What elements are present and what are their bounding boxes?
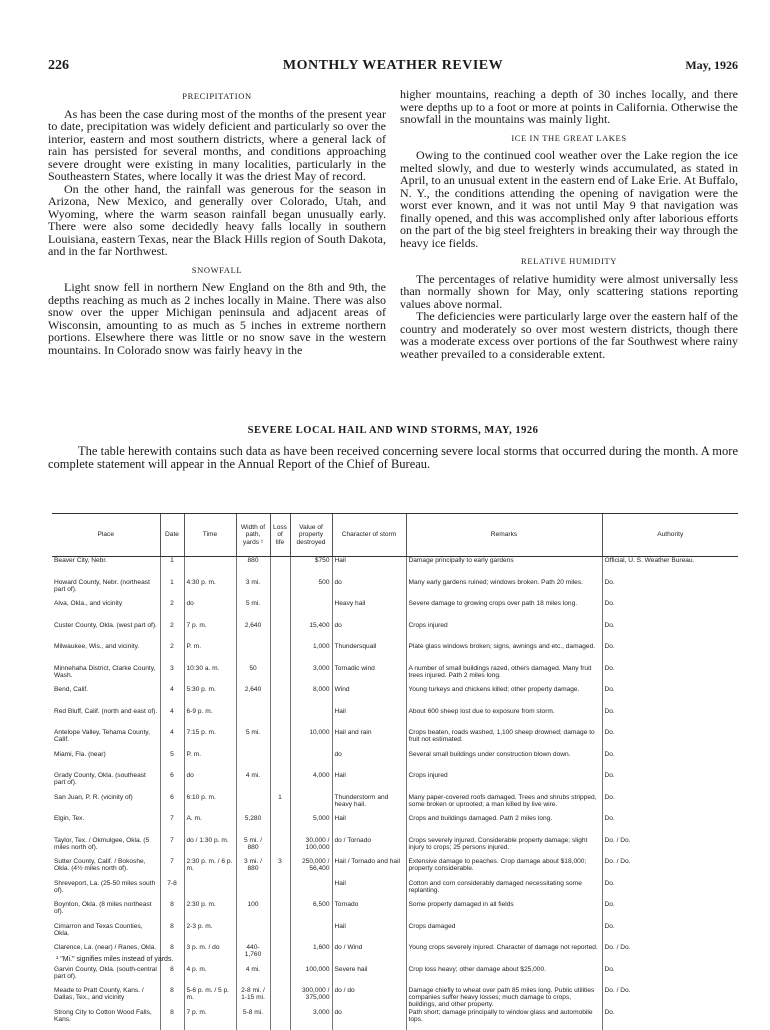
cell-authority: Official, U. S. Weather Bureau. [602, 557, 738, 579]
cell-remarks: Plate glass windows broken; signs, awnings and etc., damaged. [406, 643, 602, 665]
cell-width [236, 880, 270, 902]
cell-place: Grady County, Okla. (southeast part of). [52, 772, 160, 794]
cell-time: 5:30 p. m. [184, 686, 236, 708]
cell-date: 3 [160, 665, 184, 687]
cell-value [290, 600, 332, 622]
cell-authority: Do. [602, 708, 738, 730]
cell-width: 2,640 [236, 686, 270, 708]
cell-character: Tornadic wind [332, 665, 406, 687]
cell-width: 3 mi. [236, 579, 270, 601]
table-row [52, 1009, 738, 1030]
cell-loss [270, 557, 290, 579]
cell-place: Clarence, La. (near) / Ranes, Okla. [52, 944, 160, 966]
cell-loss [270, 837, 290, 859]
cell-time [184, 880, 236, 902]
cell-authority: Do. / Do. [602, 944, 738, 966]
cell-time: 5-6 p. m. / 5 p. m. [184, 987, 236, 1009]
cell-loss [270, 966, 290, 988]
cell-date: 7-8 [160, 880, 184, 902]
cell-authority: Do. [602, 600, 738, 622]
table-row [52, 557, 738, 579]
cell-value: 3,000 [290, 1009, 332, 1030]
cell-place: Howard County, Nebr. (northeast part of). [52, 579, 160, 601]
cell-remarks: Path short; damage principally to window glass and automobile tops. [406, 1009, 602, 1030]
cell-loss: 1 [270, 794, 290, 816]
cell-place: Sutter County, Calif. / Bokoshe, Okla. (4½ miles north of). [52, 858, 160, 880]
page-number: 226 [48, 58, 69, 74]
cell-place: Shreveport, La. (25-50 miles south of). [52, 880, 160, 902]
table-row [52, 579, 738, 601]
cell-time: 3 p. m. / do [184, 944, 236, 966]
table-row [52, 686, 738, 708]
cell-value: 100,000 [290, 966, 332, 988]
cell-date: 7 [160, 815, 184, 837]
table-row [52, 966, 738, 988]
cell-loss [270, 708, 290, 730]
section-title: SEVERE LOCAL HAIL AND WIND STORMS, MAY, 1926 [48, 425, 738, 436]
cell-width [236, 708, 270, 730]
cell-loss [270, 923, 290, 945]
cell-authority: Do. [602, 665, 738, 687]
cell-character: Thundersquall [332, 643, 406, 665]
cell-authority: Do. / Do. [602, 987, 738, 1009]
cell-remarks: Crops injured [406, 622, 602, 644]
cell-character: Hail [332, 772, 406, 794]
table-row [52, 600, 738, 622]
storms-table [52, 513, 738, 1030]
cell-authority: Do. [602, 751, 738, 773]
cell-place: Garvin County, Okla. (south-central part of). [52, 966, 160, 988]
heading-snowfall: SNOWFALL [48, 264, 386, 277]
cell-place: Custer County, Okla. (west part of). [52, 622, 160, 644]
cell-time: P. m. [184, 643, 236, 665]
cell-time: 2:30 p. m. / 6 p. m. [184, 858, 236, 880]
cell-loss [270, 944, 290, 966]
cell-loss [270, 686, 290, 708]
cell-authority: Do. [602, 815, 738, 837]
cell-width [236, 751, 270, 773]
cell-character: do [332, 579, 406, 601]
cell-time: do [184, 600, 236, 622]
cell-width: 5,280 [236, 815, 270, 837]
cell-time: do / 1:30 p. m. [184, 837, 236, 859]
cell-time: 7 p. m. [184, 622, 236, 644]
col-place: Place [52, 514, 160, 557]
cell-authority: Do. / Do. [602, 858, 738, 880]
paragraph: Owing to the continued cool weather over the Lake region the ice melted slowly, and due to westerly winds accumulated, as stated in April, to an unusual extent in the eastern end of Lake Erie. At Buffalo, N. Y., the conditions attending the opening of navigation were the worst ever known, and it was not until May 9 that navigation was finally opened, and this was accomplished only after laborious efforts on the part of the big steel freighters in breaking their way through the heavy ice fields. [400, 149, 738, 249]
cell-width: 5 mi. [236, 729, 270, 751]
cell-value: $750 [290, 557, 332, 579]
cell-place: Cimarron and Texas Counties, Okla. [52, 923, 160, 945]
cell-value: 3,000 [290, 665, 332, 687]
cell-authority: Do. [602, 794, 738, 816]
cell-place: Strong City to Cotton Wood Falls, Kans. [52, 1009, 160, 1030]
cell-value: 15,400 [290, 622, 332, 644]
heading-humidity: RELATIVE HUMIDITY [400, 255, 738, 268]
cell-loss [270, 815, 290, 837]
cell-width: 2-8 mi. / 1-15 mi. [236, 987, 270, 1009]
cell-place: Minnehaha District, Clarke County, Wash. [52, 665, 160, 687]
col-time: Time [184, 514, 236, 557]
table-row [52, 794, 738, 816]
cell-loss [270, 579, 290, 601]
table-row [52, 643, 738, 665]
cell-character: Hail [332, 557, 406, 579]
cell-date: 8 [160, 923, 184, 945]
cell-value: 500 [290, 579, 332, 601]
cell-value: 6,500 [290, 901, 332, 923]
cell-width: 5-8 mi. [236, 1009, 270, 1030]
heading-ice: ICE IN THE GREAT LAKES [400, 132, 738, 145]
cell-time: 7 p. m. [184, 1009, 236, 1030]
cell-remarks: Some property damaged in all fields [406, 901, 602, 923]
cell-character: Hail [332, 923, 406, 945]
cell-value: 4,000 [290, 772, 332, 794]
cell-loss [270, 665, 290, 687]
col-loss: Loss of life [270, 514, 290, 557]
cell-date: 1 [160, 557, 184, 579]
cell-date: 8 [160, 901, 184, 923]
cell-value [290, 751, 332, 773]
table-row [52, 858, 738, 880]
cell-width: 440-1,760 [236, 944, 270, 966]
cell-date: 7 [160, 858, 184, 880]
right-column [400, 88, 738, 360]
cell-date: 4 [160, 686, 184, 708]
cell-date: 8 [160, 944, 184, 966]
cell-place: Meade to Pratt County, Kans. / Dallas, Tex., and vicinity [52, 987, 160, 1009]
cell-authority: Do. [602, 880, 738, 902]
cell-width: 4 mi. [236, 772, 270, 794]
cell-place: Beaver City, Nebr. [52, 557, 160, 579]
cell-value: 30,000 / 100,000 [290, 837, 332, 859]
cell-time: 2:30 p. m. [184, 901, 236, 923]
col-authority: Authority [602, 514, 738, 557]
cell-remarks: Crops damaged [406, 923, 602, 945]
cell-width: 3 mi. / 880 [236, 858, 270, 880]
table-row [52, 987, 738, 1009]
cell-loss [270, 600, 290, 622]
left-column [48, 88, 386, 356]
cell-character: Hail and rain [332, 729, 406, 751]
cell-character: Heavy hail [332, 600, 406, 622]
paragraph: As has been the case during most of the months of the present year to date, precipitation was widely deficient and particularly so over the interior, eastern and most southern districts, where a general lack of rain has persisted for several months, and conditions approaching severe drought were existing in many localities, particularly in the Southeastern States, where locally it was the driest May of record. [48, 108, 386, 183]
cell-value: 8,000 [290, 686, 332, 708]
cell-authority: Do. [602, 966, 738, 988]
cell-value: 1,600 [290, 944, 332, 966]
cell-width: 50 [236, 665, 270, 687]
table-row [52, 923, 738, 945]
cell-authority: Do. [602, 643, 738, 665]
cell-character: do [332, 622, 406, 644]
cell-value: 300,000 / 375,000 [290, 987, 332, 1009]
cell-width [236, 643, 270, 665]
cell-authority: Do. [602, 622, 738, 644]
footnote: ¹ "Mi." signifies miles instead of yards. [56, 956, 173, 963]
cell-character: Tornado [332, 901, 406, 923]
cell-remarks: Crop loss heavy; other damage about $25,000. [406, 966, 602, 988]
table-header-row [52, 514, 738, 557]
heading-precipitation: PRECIPITATION [48, 90, 386, 103]
cell-date: 4 [160, 708, 184, 730]
cell-date: 5 [160, 751, 184, 773]
cell-place: Bend, Calif. [52, 686, 160, 708]
cell-remarks: Crops beaten, roads washed, 1,100 sheep drowned; damage to fruit not estimated. [406, 729, 602, 751]
cell-value [290, 880, 332, 902]
cell-width [236, 923, 270, 945]
col-width: Width of path, yards ¹ [236, 514, 270, 557]
table-row [52, 708, 738, 730]
table-row [52, 815, 738, 837]
cell-date: 6 [160, 794, 184, 816]
cell-loss: 3 [270, 858, 290, 880]
cell-value: 10,000 [290, 729, 332, 751]
cell-remarks: Many early gardens ruined; windows broken. Path 20 miles. [406, 579, 602, 601]
cell-date: 1 [160, 579, 184, 601]
cell-place: San Juan, P. R. (vicinity of) [52, 794, 160, 816]
cell-width: 100 [236, 901, 270, 923]
paragraph: higher mountains, reaching a depth of 30 inches locally, and there were depths up to a foot or more at points in California. Otherwise the snowfall in the mountains was mainly light. [400, 88, 738, 126]
table-row [52, 901, 738, 923]
cell-character: Hail [332, 708, 406, 730]
cell-date: 6 [160, 772, 184, 794]
cell-date: 2 [160, 600, 184, 622]
cell-character: do [332, 751, 406, 773]
cell-date: 4 [160, 729, 184, 751]
table-row [52, 729, 738, 751]
col-character: Character of storm [332, 514, 406, 557]
cell-remarks: About 600 sheep lost due to exposure from storm. [406, 708, 602, 730]
cell-authority: Do. [602, 901, 738, 923]
cell-authority: Do. [602, 729, 738, 751]
col-value: Value of property destroyed [290, 514, 332, 557]
cell-time: 6:10 p. m. [184, 794, 236, 816]
cell-character: Hail [332, 815, 406, 837]
intro-paragraph: The table herewith contains such data as have been received concerning severe local storms that occurred during the month. A more complete statement will appear in the Annual Report of the Chief of Bureau. [48, 445, 738, 471]
journal-title: MONTHLY WEATHER REVIEW [48, 58, 738, 74]
cell-time: 4:30 p. m. [184, 579, 236, 601]
cell-time: 10:30 a. m. [184, 665, 236, 687]
cell-time: 6-9 p. m. [184, 708, 236, 730]
paragraph: Light snow fell in northern New England on the 8th and 9th, the depths reaching as much as 2 inches locally in Maine. There was also snow over the upper Michigan peninsula and adjacent areas of Wisconsin, amounting to as much as 5 inches in extreme northern portions. Elsewhere there was little or no snow save in the western mountains. In Colorado snow was fairly heavy in the [48, 281, 386, 356]
paragraph: The percentages of relative humidity were almost universally less than normally shown for May, only scattering stations reporting values above normal. [400, 273, 738, 311]
cell-loss [270, 622, 290, 644]
cell-remarks: Crops severely injured. Considerable property damage; slight injury to crops; 25 persons injured. [406, 837, 602, 859]
cell-authority: Do. [602, 1009, 738, 1030]
col-date: Date [160, 514, 184, 557]
cell-character: do / Tornado [332, 837, 406, 859]
cell-character: do [332, 1009, 406, 1030]
cell-time: 4 p. m. [184, 966, 236, 988]
cell-remarks: Young turkeys and chickens killed; other property damage. [406, 686, 602, 708]
cell-width: 880 [236, 557, 270, 579]
cell-remarks: Severe damage to growing crops over path 18 miles long. [406, 600, 602, 622]
table-row [52, 772, 738, 794]
cell-date: 2 [160, 643, 184, 665]
cell-time: 2-3 p. m. [184, 923, 236, 945]
cell-remarks: Crops injured [406, 772, 602, 794]
cell-character: Wind [332, 686, 406, 708]
cell-character: Thunderstorm and heavy hail. [332, 794, 406, 816]
cell-width: 5 mi. [236, 600, 270, 622]
cell-value: 250,000 / 56,400 [290, 858, 332, 880]
cell-value: 1,000 [290, 643, 332, 665]
cell-remarks: Extensive damage to peaches. Crop damage about $18,000; property considerable. [406, 858, 602, 880]
cell-remarks: Young crops severely injured. Character of damage not reported. [406, 944, 602, 966]
cell-loss [270, 772, 290, 794]
cell-time: do [184, 772, 236, 794]
cell-date: 8 [160, 1009, 184, 1030]
cell-place: Milwaukee, Wis., and vicinity. [52, 643, 160, 665]
cell-loss [270, 729, 290, 751]
cell-loss [270, 901, 290, 923]
cell-width: 4 mi. [236, 966, 270, 988]
cell-remarks: Damage chiefly to wheat over path 85 miles long. Public utilities companies suffer heavy losses; much damage to crops, buildings, and other property. [406, 987, 602, 1009]
cell-time [184, 557, 236, 579]
cell-authority: Do. [602, 686, 738, 708]
cell-remarks: Damage principally to early gardens [406, 557, 602, 579]
cell-character: Hail [332, 880, 406, 902]
table-row [52, 751, 738, 773]
cell-value [290, 708, 332, 730]
cell-remarks: Cotton and corn considerably damaged necessitating some replanting. [406, 880, 602, 902]
cell-character: do / do [332, 987, 406, 1009]
col-remarks: Remarks [406, 514, 602, 557]
cell-place: Antelope Valley, Tehama County, Calif. [52, 729, 160, 751]
cell-date: 8 [160, 966, 184, 988]
cell-character: do / Wind [332, 944, 406, 966]
issue-date: May, 1926 [685, 58, 738, 73]
cell-loss [270, 643, 290, 665]
cell-value [290, 794, 332, 816]
cell-time: A. m. [184, 815, 236, 837]
cell-authority: Do. [602, 923, 738, 945]
cell-remarks: A number of small buildings razed, others damaged. Many fruit trees injured. Path 2 miles long. [406, 665, 602, 687]
cell-authority: Do. [602, 772, 738, 794]
table-row [52, 665, 738, 687]
cell-loss [270, 751, 290, 773]
table-row [52, 837, 738, 859]
cell-character: Hail / Tornado and hail [332, 858, 406, 880]
table-row [52, 880, 738, 902]
cell-value [290, 923, 332, 945]
cell-place: Red Bluff, Calif. (north and east of). [52, 708, 160, 730]
cell-date: 2 [160, 622, 184, 644]
cell-time: 7:15 p. m. [184, 729, 236, 751]
cell-remarks: Crops and buildings damaged. Path 2 miles long. [406, 815, 602, 837]
cell-width: 5 mi. / 880 [236, 837, 270, 859]
cell-place: Elgin, Tex. [52, 815, 160, 837]
cell-authority: Do. [602, 579, 738, 601]
cell-place: Alva, Okla., and vicinity [52, 600, 160, 622]
table-row [52, 622, 738, 644]
cell-width: 2,640 [236, 622, 270, 644]
cell-loss [270, 1009, 290, 1030]
cell-date: 8 [160, 987, 184, 1009]
cell-loss [270, 987, 290, 1009]
cell-place: Boynton, Okla. (8 miles northeast of). [52, 901, 160, 923]
cell-value: 5,000 [290, 815, 332, 837]
cell-remarks: Several small buildings under construction blown down. [406, 751, 602, 773]
paragraph: On the other hand, the rainfall was generous for the season in Arizona, New Mexico, and generally over Colorado, Utah, and Wyoming, where the warm season rainfall began unusually early. There were also some decidedly heavy falls locally in southern Louisiana, eastern Texas, near the Black Hills region of South Dakota, and in the far Northwest. [48, 183, 386, 258]
cell-time: P. m. [184, 751, 236, 773]
cell-character: Severe hail [332, 966, 406, 988]
cell-authority: Do. / Do. [602, 837, 738, 859]
cell-width [236, 794, 270, 816]
cell-date: 7 [160, 837, 184, 859]
cell-place: Miami, Fla. (near) [52, 751, 160, 773]
page-header [48, 58, 738, 76]
cell-loss [270, 880, 290, 902]
paragraph: The deficiencies were particularly large over the eastern half of the country and moderately so over most western districts, though there was a moderate excess over portions of the far Southwest where rainy weather prevailed to a considerable extent. [400, 310, 738, 360]
cell-remarks: Many paper-covered roofs damaged. Trees and shrubs stripped, some broken or uprooted; a man killed by live wire. [406, 794, 602, 816]
cell-place: Taylor, Tex. / Okmulgee, Okla. (5 miles north of). [52, 837, 160, 859]
